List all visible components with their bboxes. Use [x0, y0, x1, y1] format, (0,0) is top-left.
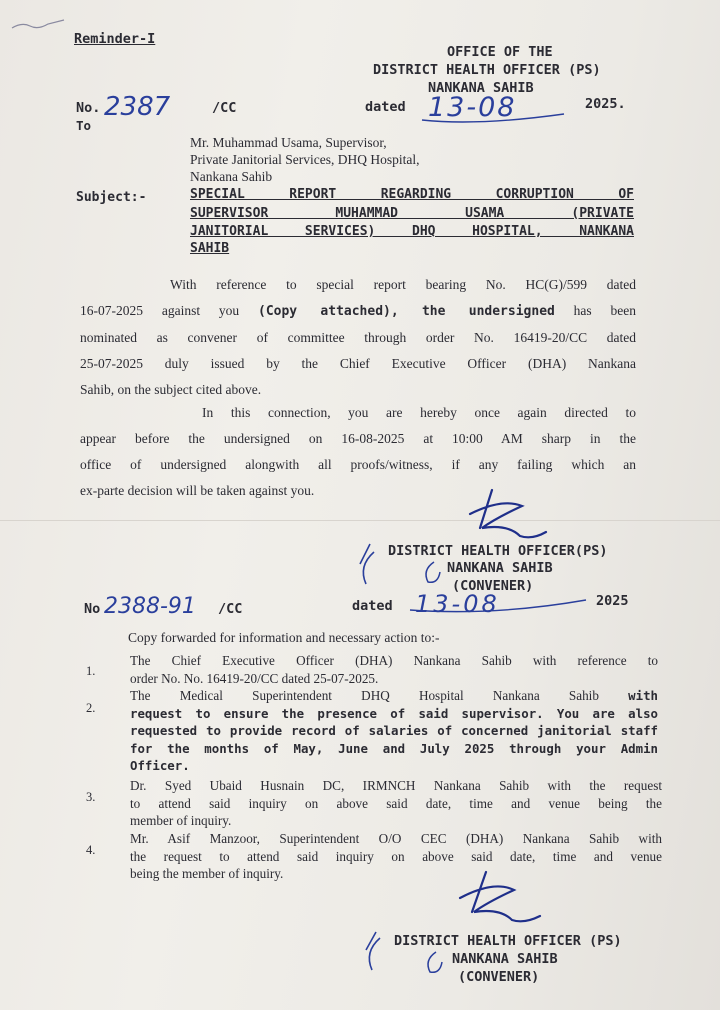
subject-label: Subject:- [76, 190, 147, 205]
item-number: 1. [86, 664, 96, 678]
item-line: The Chief Executive Officer (DHA) Nankana Sahib with reference to [130, 653, 658, 668]
item-line: Mr. Asif Manzoor, Superintendent O/O CEC (DHA) Nankana Sahib with [130, 831, 662, 846]
paper-fold-line [0, 520, 720, 521]
para2-line: appear before the undersigned on 16-08-2025 at 10:00 AM sharp in the [80, 431, 636, 446]
item-number: 3. [86, 790, 96, 804]
para2-line: In this connection, you are hereby once again directed to [202, 405, 636, 420]
distribution-item-2 [130, 687, 658, 775]
item-line: Dr. Syed Ubaid Husnain DC, IRMNCH Nankana Sahib with the request [130, 778, 662, 793]
signature-2-icon [452, 866, 544, 930]
subject-line: SUPERVISOR MUHAMMAD USAMA (PRIVATE [190, 205, 634, 221]
item-line-mixed [130, 687, 658, 705]
para1-line: Sahib, on the subject cited above. [80, 382, 262, 397]
item-line-bold: Officer. [130, 758, 190, 773]
dated-label: dated [365, 99, 406, 115]
office-heading-line1: OFFICE OF THE [447, 44, 553, 60]
ref-suffix: /CC [212, 100, 237, 116]
addressee-line: Nankana Sahib [190, 169, 273, 184]
item-line-bold: for the months of May, June and July 2025 through your Admin [130, 740, 658, 756]
para2-line: office of undersigned alongwith all proofs/witness, if any failing which an [80, 457, 636, 472]
item-line: member of inquiry. [130, 813, 232, 828]
subject-line: JANITORIAL SERVICES) DHQ HOSPITAL, NANKANA [190, 224, 634, 239]
ref2-date-stroke [404, 596, 590, 618]
ref-no-label: No. [76, 100, 101, 116]
addressee-block [190, 134, 419, 185]
sig1-title: DISTRICT HEALTH OFFICER(PS) [388, 543, 608, 559]
distribution-item-3 [130, 777, 662, 830]
date-handwritten: 13-08 [428, 92, 517, 123]
ref2-no-handwritten: 2388-91 [104, 594, 196, 619]
item-line-bold: with [628, 688, 659, 703]
item-number: 4. [86, 843, 96, 857]
item-line: order No. No. 16419-20/CC dated 25-07-2025. [130, 670, 379, 686]
ref2-year: 2025 [596, 593, 629, 609]
addressee-line: Mr. Muhammad Usama, Supervisor, [190, 135, 387, 150]
distribution-item-4 [130, 830, 662, 883]
office-heading-line3: NANKANA SAHIB [428, 80, 534, 96]
item-line-bold: request to ensure the presence of said supervisor. You are also [130, 705, 658, 721]
initial-mark-1-icon [352, 540, 386, 586]
item-line: being the member of inquiry. [130, 866, 284, 881]
subject-line-last: SAHIB [190, 241, 230, 256]
item-number: 2. [86, 701, 96, 715]
initial-mark-2-icon [420, 558, 446, 588]
para1-line: 25-07-2025 duly issued by the Chief Executive Officer (DHA) Nankana [80, 356, 636, 371]
ref2-dated-label: dated [352, 598, 393, 614]
ref-year: 2025. [585, 96, 626, 112]
initial-mark-3-icon [360, 928, 394, 974]
subject-line: SPECIAL REPORT REGARDING CORRUPTION OF [190, 187, 634, 202]
sig2-role: (CONVENER) [458, 969, 540, 985]
to-label: To [76, 118, 92, 133]
ref2-no-label: No [84, 601, 101, 617]
reminder-label: Reminder-I [74, 31, 156, 47]
distribution-item-1 [130, 652, 658, 687]
body-paragraph-1 [80, 272, 636, 403]
para1-line-mixed: 16-07-2025 against you (Copy attached), the undersigned has been [80, 303, 636, 319]
sig1-place: NANKANA SAHIB [447, 560, 553, 576]
office-heading-line2: DISTRICT HEALTH OFFICER (PS) [373, 62, 601, 78]
ref-no-handwritten: 2387 [104, 92, 171, 122]
ref2-suffix: /CC [218, 601, 243, 617]
signature-1-icon [462, 484, 552, 546]
subject-text [190, 186, 634, 242]
ref2-date-handwritten: 13-08 [415, 590, 500, 618]
initial-mark-4-icon [422, 948, 448, 978]
sig1-role: (CONVENER) [452, 578, 534, 594]
sig2-place: NANKANA SAHIB [452, 951, 558, 967]
sig2-title: DISTRICT HEALTH OFFICER (PS) [394, 933, 622, 949]
para1-line: With reference to special report bearing No. HC(G)/599 dated [170, 277, 636, 292]
para1-line: nominated as convener of committee through order No. 16419-20/CC dated [80, 330, 636, 345]
item-line-bold: requested to provide record of salaries of concerned janitorial staff [130, 723, 658, 738]
body-paragraph-2 [80, 400, 636, 504]
item-line: the request to attend said inquiry on above said date, time and venue [130, 848, 662, 864]
item-line-plain: The Medical Superintendent DHQ Hospital Nankana Sahib [130, 688, 599, 703]
item-line: to attend said inquiry on above said date, time and venue being the [130, 795, 662, 811]
pen-mark-icon [8, 14, 68, 38]
addressee-line: Private Janitorial Services, DHQ Hospital, [190, 152, 420, 167]
date-underline-stroke [418, 108, 568, 128]
copy-intro: Copy forwarded for information and necessary action to:- [128, 630, 440, 645]
para2-line: ex-parte decision will be taken against you. [80, 483, 315, 498]
